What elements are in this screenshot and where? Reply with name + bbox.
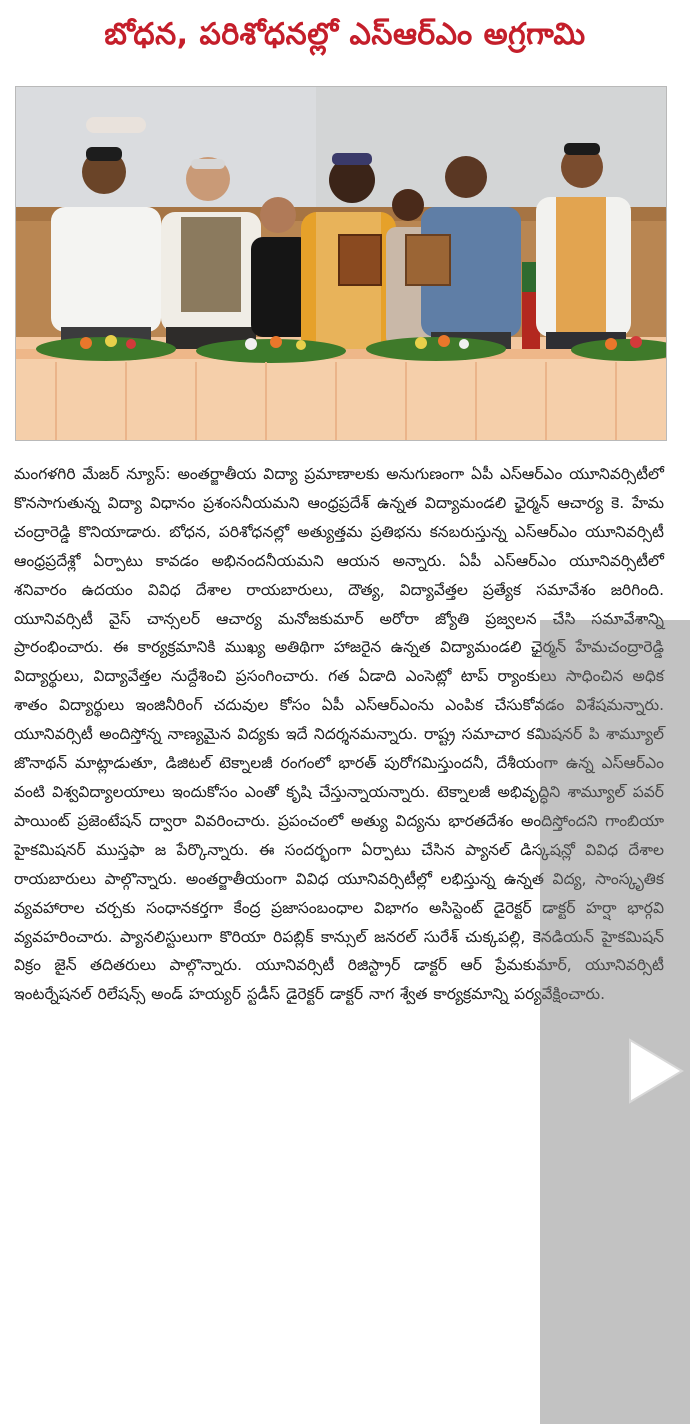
play-button[interactable]	[620, 1038, 690, 1104]
play-icon	[620, 1038, 690, 1104]
book-1	[339, 235, 381, 285]
book-2	[406, 235, 450, 285]
backdrop-logo	[86, 117, 146, 133]
table-cloth	[16, 349, 666, 440]
headline: బోధన, పరిశోధనల్లో ఎస్ఆర్ఎం అగ్రగామి	[104, 17, 586, 52]
article-body: మంగళగిరి మేజర్ న్యూస్: అంతర్జాతీయ విద్యా ప్రమాణాలకు అనుగుణంగా ఏపీ ఎస్ఆర్ఎం యూనివర్సిటీలో కొనసాగుతున్న విద్యా విధానం ప్రశంసనీయమని ఆంధ్రప్రదేశ్ ఉన్నత విద్యామండలి ఛైర్మన్ ఆచార్య కె. హేమ చంద్రారెడ్డి కొనియాడారు. బోధన, పరిశోధనల్లో అత్యుత్తమ ప్రతిభను కనబరుస్తున్న ఎస్ఆర్ఎం యూనివర్సిటీ ఆంధ్రప్రదేశ్లో ఏర్పాటు కావడం అభినందనీయమని ఆయన అన్నారు. ఏపీ ఎస్ఆర్ఎం యూనివర్సిటీలో శనివారం ఉదయం వివిధ దేశాల రాయబారులు, దౌత్య, విద్యావేత్తల ప్రత్యేక సమావేశం జరిగింది. యూనివర్సిటీ వైస్ చాన్సలర్ ఆచార్య మనోజకుమార్ అరోరా జ్యోతి ప్రజ్వలన చేసి సమావేశాన్ని ప్రారంభించారు. ఈ కార్యక్రమానికి ముఖ్య అతిథిగా హాజరైన ఉన్నత విద్యామండలి ఛైర్మన్ హేమచంద్రారెడ్డి విద్యార్థులు, విద్యావేత్తల నుద్దేశించి ప్రసంగించారు. గత ఏడాది ఎంసెట్లో టాప్ ర్యాంకులు సాధించిన అధిక శాతం విద్యార్థులు ఇంజినీరింగ్ చదువుల కోసం ఏపీ ఎస్ఆర్ఎంను ఎంపిక చేసుకోవడం విశేషమన్నారు. యూనివర్సిటీ అందిస్తోన్న నాణ్యమైన విద్యకు ఇదే నిదర్శనమన్నారు. రాష్ట్ర సమాచార కమిషనర్ పి శామ్యూల్ జొనాథన్ మాట్లాడుతూ, డిజిటల్ టెక్నాలజీ రంగంలో భారత్ పురోగమిస్తుందనీ, దేశీయంగా ఉన్న ఎస్ఆర్ఎం వంటి విశ్వవిద్యాలయాలు ఇందుకోసం ఎంతో కృషి చేస్తున్నాయన్నారు. టెక్నాలజీ అభివృద్ధిని శామ్యూల్ పవర్ పాయింట్ ప్రజెంటేషన్ ద్వారా వివరించారు. ప్రపంచంలో అత్యు విద్యను భారతదేశం అందిస్తోందని గాంబియా హైకమిషనర్ ముస్తఫా జ పేర్కొన్నారు. ఈ సందర్భంగా ఏర్పాటు చేసిన ప్యానల్ డిస్కషన్లో వివిధ దేశాల రాయబారులు పాల్గొన్నారు. అంతర్జాతీయంగా వివిధ యూనివర్సిటీల్లో లభిస్తున్న ఉన్నత విద్య, సాంస్కృతిక వ్యవహారాల చర్చకు సంధానకర్తగా కేంద్ర ప్రజాసంబంధాల విభాగం అసిస్టెంట్ డైరెక్టర్ డాక్టర్ హర్షా భార్గవి వ్యవహరించారు. ప్యానలిస్టులుగా కొరియా రిపబ్లిక్ కాన్సుల్ జనరల్ సురేశ్ చుక్కపల్లి, కెనడియన్ హైకమిషన్ విక్రం జైన్ తదితరులు పాల్గొన్నారు. యూనివర్సిటీ రిజిస్ట్రార్ డాక్టర్ ఆర్ ప్రేమకుమార్, యూనివర్సిటీ ఇంటర్నేషనల్ రిలేషన్స్ అండ్ హయ్యర్ స్టడీస్ డైరెక్టర్ డాక్టర్ నాగ శ్వేత కార్యక్రమాన్ని పర్యవేక్షించారు.	[14, 465, 664, 1004]
photo-illustration	[16, 87, 666, 440]
news-photo	[15, 86, 667, 441]
